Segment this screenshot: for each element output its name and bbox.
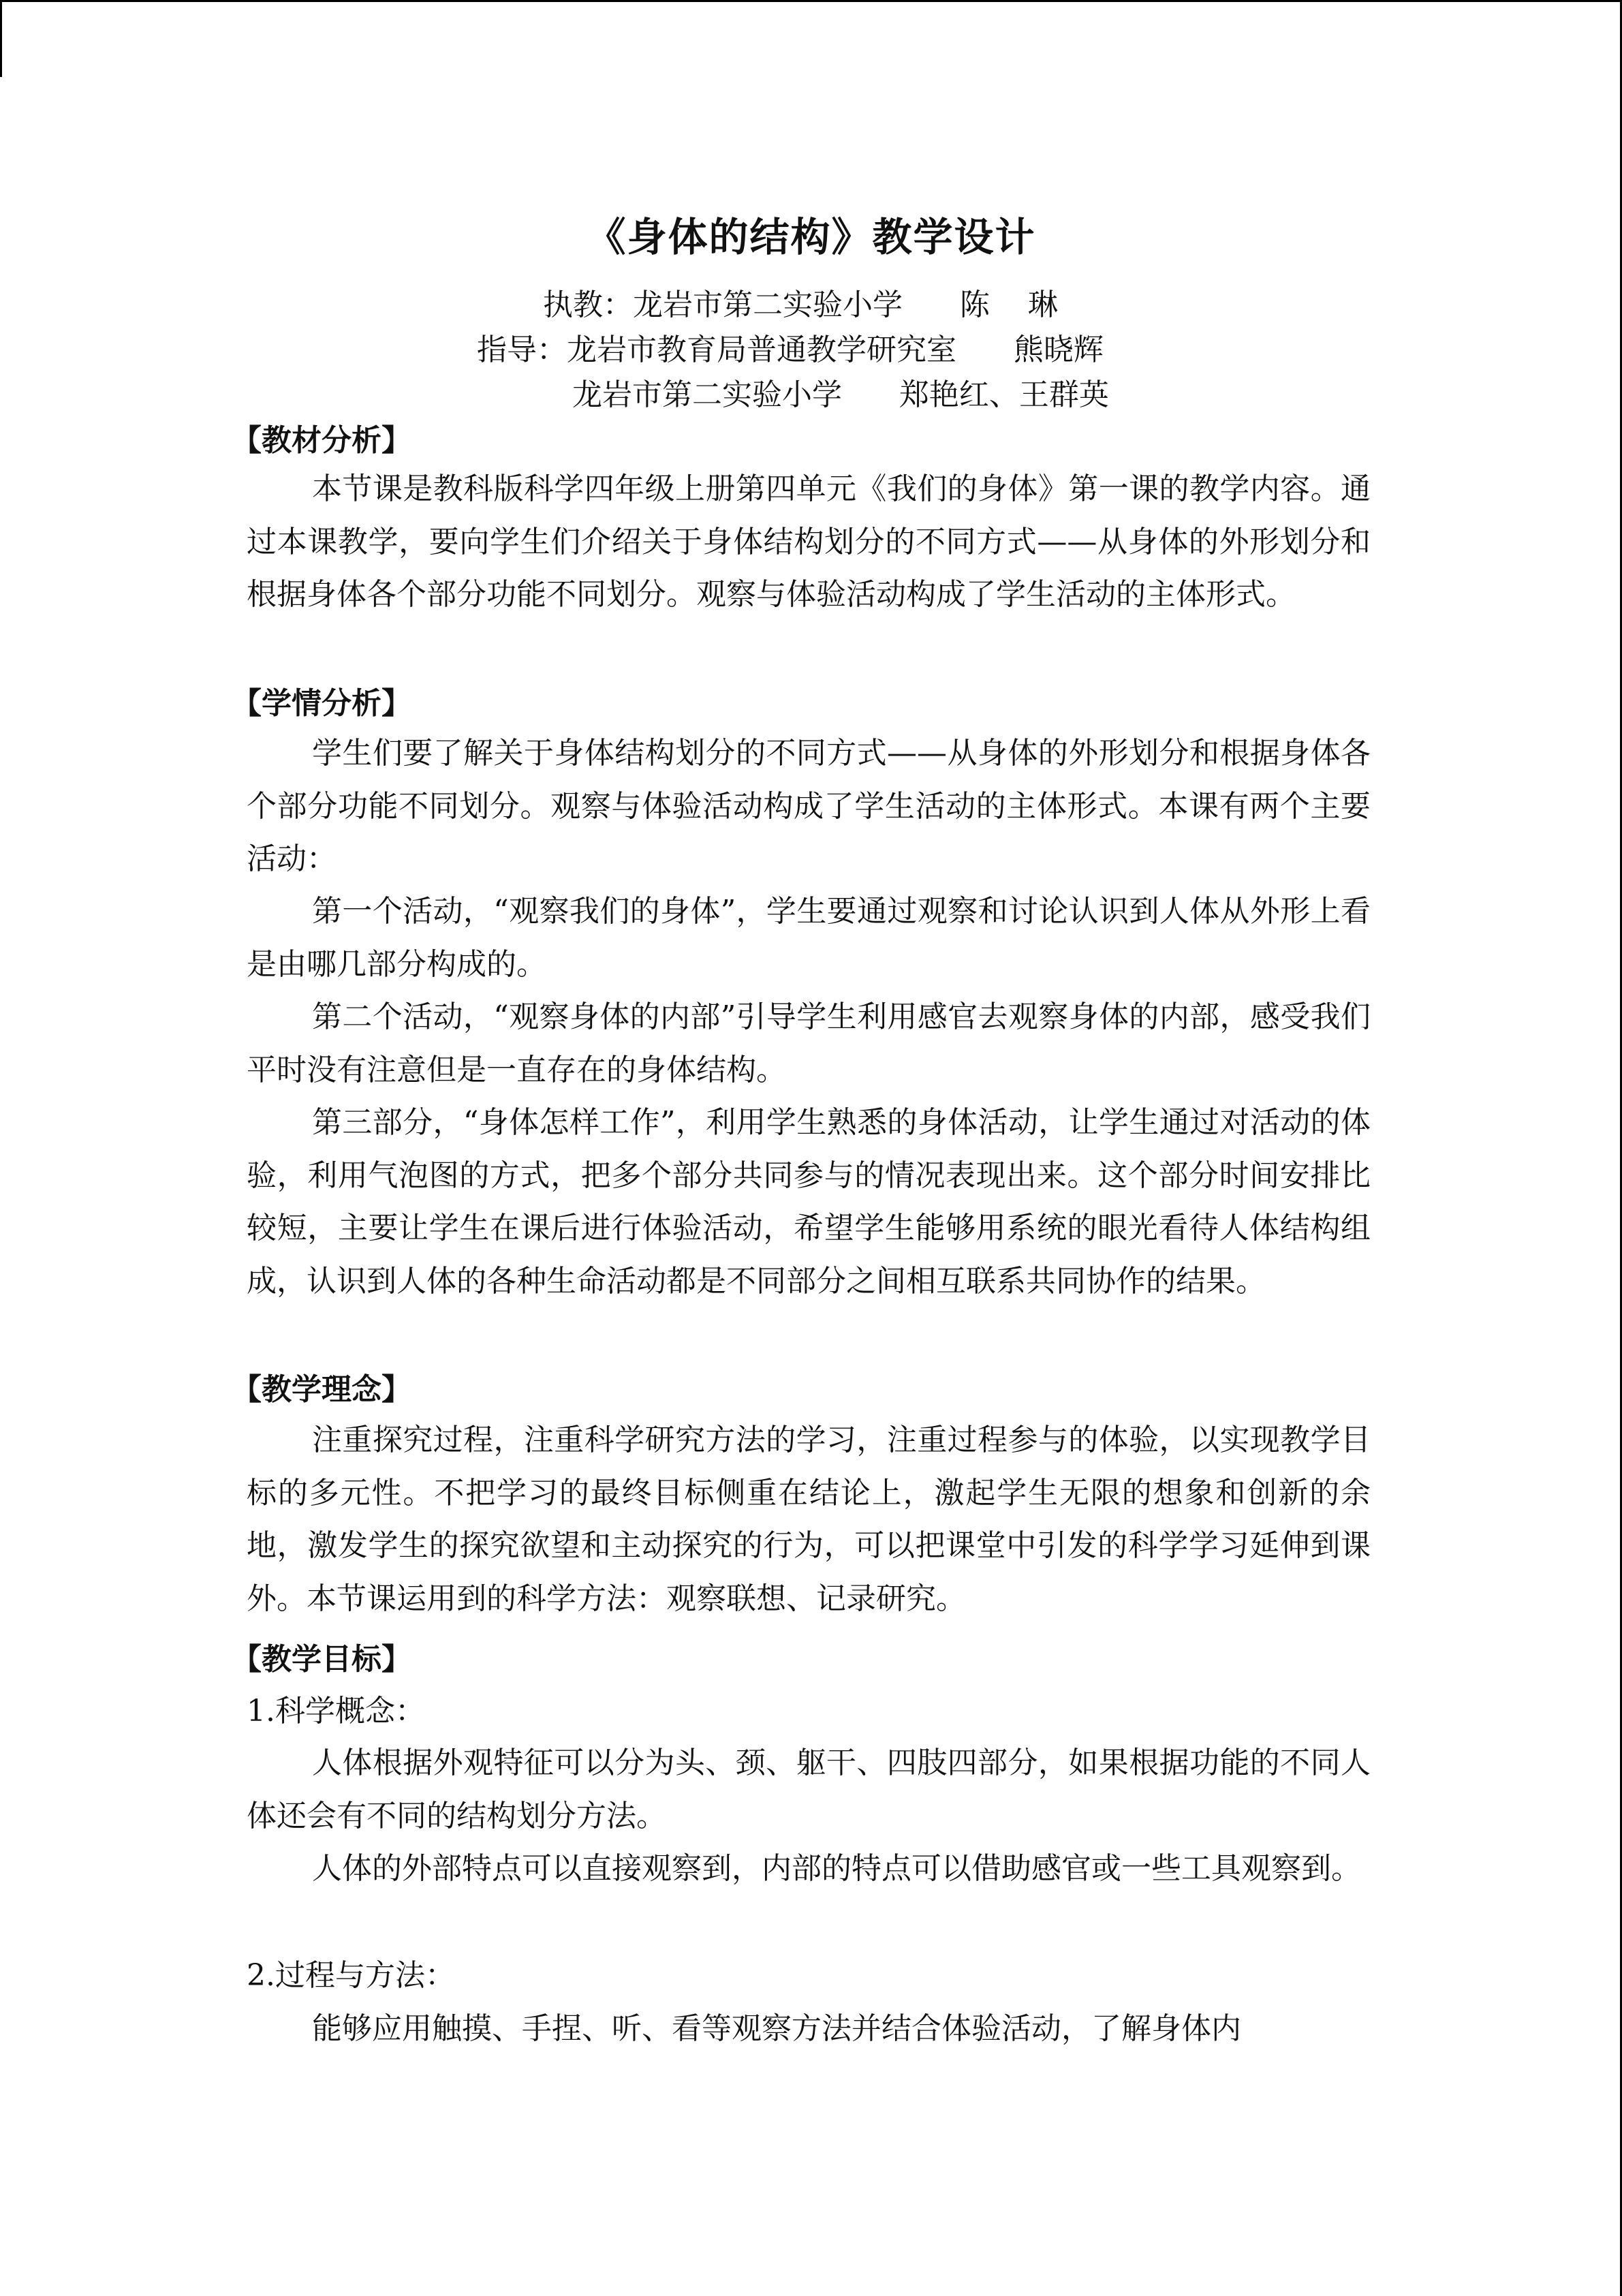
student-analysis-paragraph-4: 第三部分，“身体怎样工作”，利用学生熟悉的身体活动，让学生通过对活动的体验，利用气泡图的方式，把多个部分共同参与的情况表现出来。这个部分时间安排比较短，主要让学生在课后进行体验活动，希望学生能够用系统的眼光看待人体结构组成，认识到人体的各种生命活动都是不同部分之间相互联系共同协作的结果。 <box>247 1105 1371 1299</box>
teaching-philosophy-paragraph: 注重探究过程，注重科学研究方法的学习，注重过程参与的体验，以实现教学目标的多元性。不把学习的最终目标侧重在结论上，激起学生无限的想象和创新的余地，激发学生的探究欲望和主动探究的行为，可以把课堂中引发的科学学习延伸到课外。本节课运用到的科学方法：观察联想、记录研究。 <box>247 1423 1371 1616</box>
student-analysis-paragraph-2: 第一个活动，“观察我们的身体”，学生要通过观察和讨论认识到人体从外形上看是由哪几部分构成的。 <box>247 894 1371 982</box>
student-analysis-paragraph-3: 第二个活动，“观察身体的内部”引导学生利用感官去观察身体的内部，感受我们平时没有注意但是一直存在的身体结构。 <box>247 999 1371 1087</box>
heading-teaching-goals: 【教学目标】 <box>232 1642 411 1677</box>
heading-student-analysis: 【学情分析】 <box>232 686 411 721</box>
goal-item-science-concepts: 1.科学概念： <box>247 1694 425 1728</box>
material-analysis-paragraph: 本节课是教科版科学四年级上册第四单元《我们的身体》第一课的教学内容。通过本课教学，要向学生们介绍关于身体结构划分的不同方式——从身体的外形划分和根据身体各个部分功能不同划分。观察与体验活动构成了学生活动的主体形式。 <box>247 471 1371 612</box>
student-analysis-paragraph-1: 学生们要了解关于身体结构划分的不同方式——从身体的外形划分和根据身体各个部分功能不同划分。观察与体验活动构成了学生活动的主体形式。本课有两个主要活动： <box>247 736 1371 876</box>
credit-instructor: 执教：龙岩市第二实验小学 陈 琳 <box>543 288 1058 322</box>
credit-advisor-2: 龙岩市第二实验小学 郑艳红、王群英 <box>572 377 1109 412</box>
document-title: 《身体的结构》教学设计 <box>586 214 1036 260</box>
page-border-left <box>0 2 2 77</box>
heading-material-analysis: 【教材分析】 <box>232 423 411 458</box>
goal-paragraph-3: 能够应用触摸、手捏、听、看等观察方法并结合体验活动，了解身体内 <box>312 2011 1241 2046</box>
heading-teaching-philosophy: 【教学理念】 <box>232 1372 411 1407</box>
credit-advisor-1: 指导：龙岩市教育局普通教学研究室 熊晓辉 <box>477 332 1104 367</box>
goal-paragraph-1: 人体根据外观特征可以分为头、颈、躯干、四肢四部分，如果根据功能的不同人体还会有不同的结构划分方法。 <box>247 1746 1371 1833</box>
goal-paragraph-2: 人体的外部特点可以直接观察到，内部的特点可以借助感官或一些工具观察到。 <box>312 1851 1361 1886</box>
goal-item-process-methods: 2.过程与方法： <box>247 1958 455 1993</box>
